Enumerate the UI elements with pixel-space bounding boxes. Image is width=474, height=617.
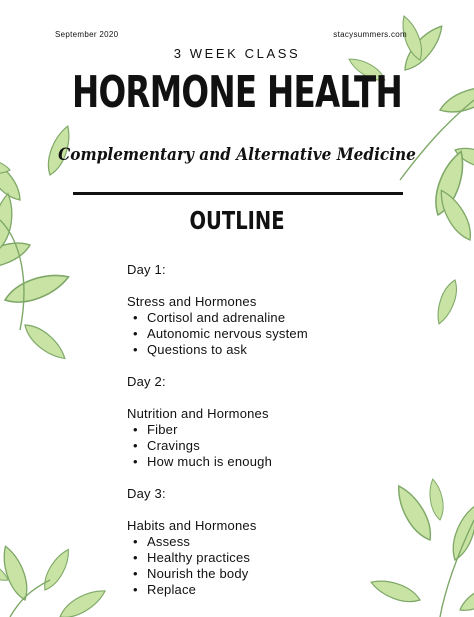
day-label: Day 1: [127, 262, 166, 277]
day-topic: Stress and Hormones [127, 294, 257, 309]
page-title: HORMONE HEALTH [71, 67, 403, 118]
list-item: • Cravings [127, 438, 387, 454]
list-item: • Assess [127, 534, 387, 550]
list-item: • Healthy practices [127, 550, 387, 566]
list-item: • Cortisol and adrenaline [127, 310, 387, 326]
day-topic: Nutrition and Hormones [127, 406, 269, 421]
day-section [127, 262, 387, 358]
outline-content [127, 262, 387, 614]
list-item: • How much is enough [127, 454, 387, 470]
subtitle: Complementary and Alternative Medicine [58, 145, 416, 165]
day-label: Day 3: [127, 486, 166, 501]
list-item: • Autonomic nervous system [127, 326, 387, 342]
topic-list [127, 310, 387, 358]
list-item: • Nourish the body [127, 566, 387, 582]
day-label: Day 2: [127, 374, 166, 389]
date-label: September 2020 [55, 30, 119, 39]
list-item: • Questions to ask [127, 342, 387, 358]
divider [73, 192, 403, 195]
class-kicker: 3 WEEK CLASS [173, 46, 301, 61]
list-item: • Fiber [127, 422, 387, 438]
website-label: stacysummers.com [333, 30, 407, 39]
section-title: OUTLINE [189, 206, 285, 235]
day-topic: Habits and Hormones [127, 518, 257, 533]
day-section [127, 374, 387, 470]
day-section [127, 486, 387, 598]
topic-list [127, 422, 387, 470]
list-item: • Replace [127, 582, 387, 598]
topic-list [127, 534, 387, 598]
